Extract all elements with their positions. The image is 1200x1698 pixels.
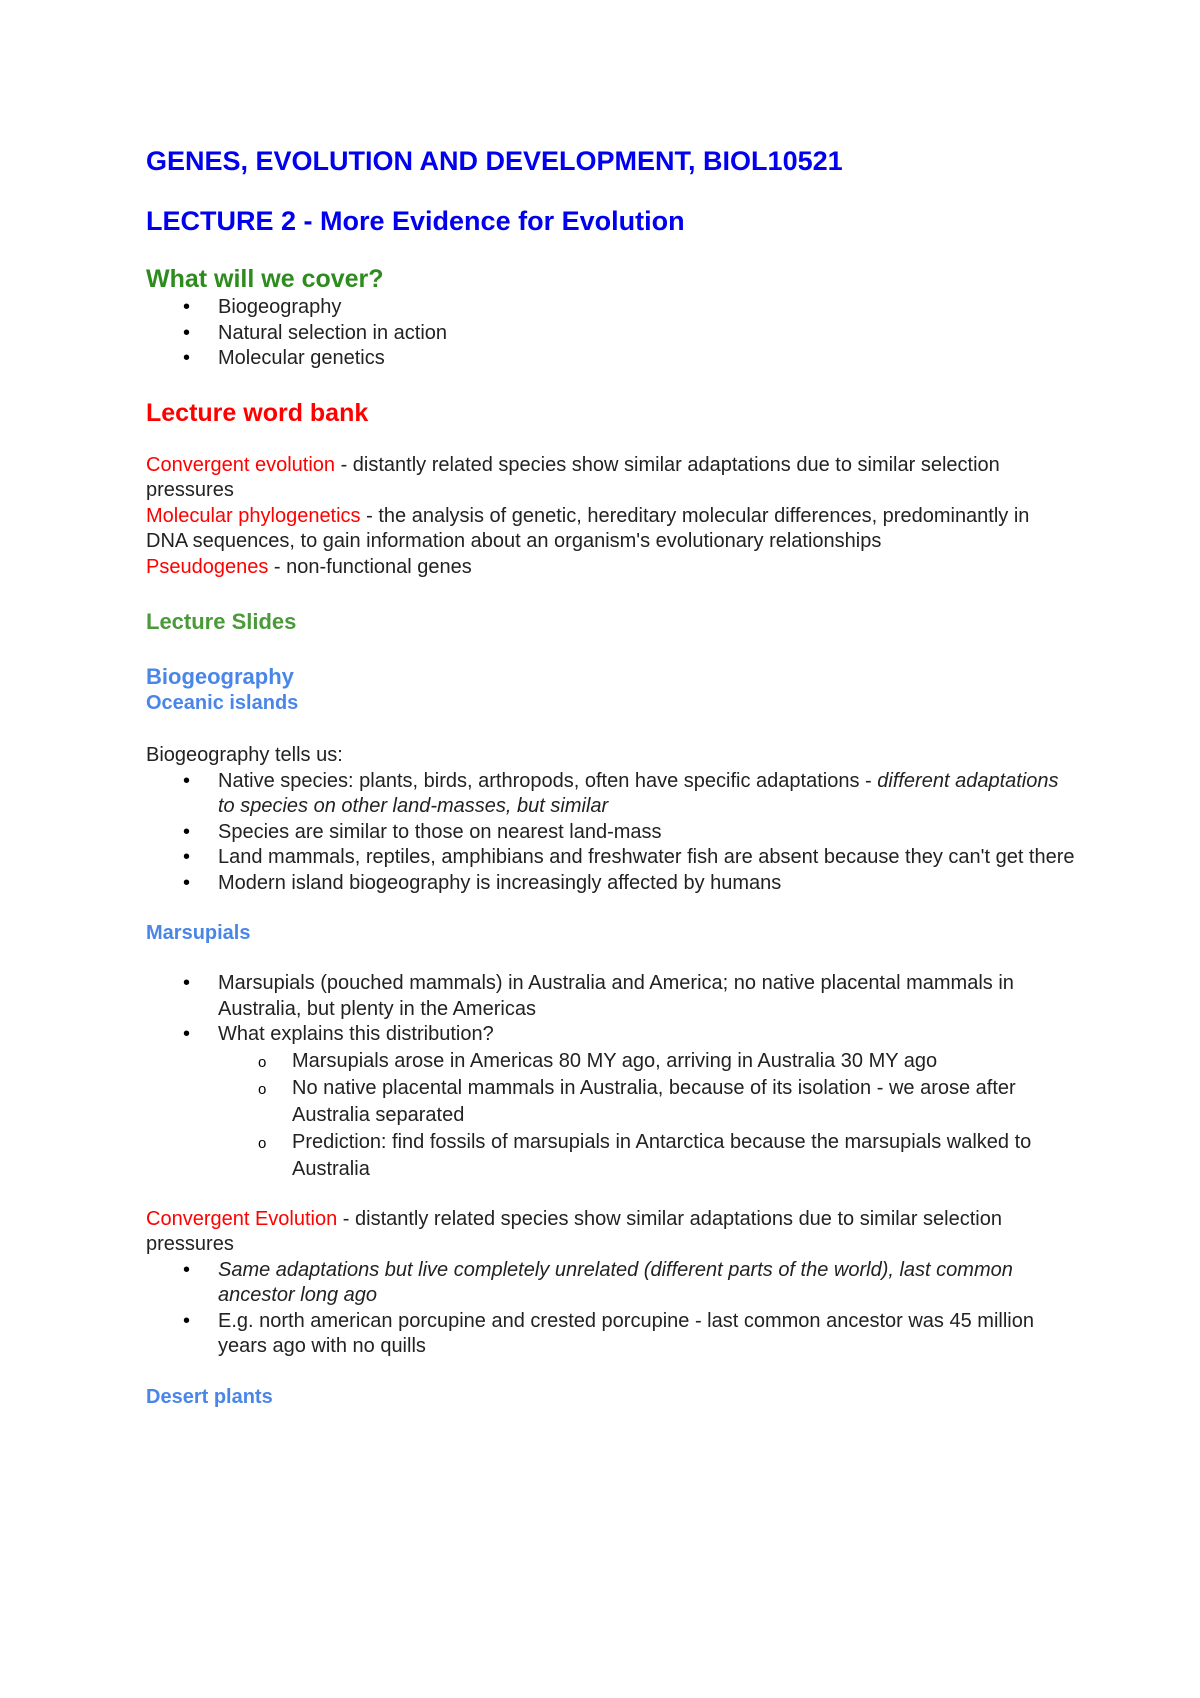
- definition: - distantly related species show similar adaptations due to similar selection pressures: [146, 1207, 1002, 1255]
- word-bank-entry: [146, 453, 1076, 504]
- list-item: • Marsupials (pouched mammals) in Australia and America; no native placental mammals in Australia, but plenty in the Americas: [146, 971, 1076, 1022]
- cover-list: [146, 295, 1076, 372]
- biogeography-list: [146, 769, 1076, 897]
- list-item: • E.g. north american porcupine and crested porcupine - last common ancestor was 45 million years ago with no quills: [146, 1309, 1076, 1360]
- list-item: • Land mammals, reptiles, amphibians and freshwater fish are absent because they can't get there: [146, 845, 1076, 871]
- list-item: • Biogeography: [146, 295, 1076, 321]
- term: Convergent evolution: [146, 453, 336, 476]
- word-bank-heading: Lecture word bank: [146, 398, 369, 427]
- list-item: • Modern island biogeography is increasingly affected by humans: [146, 871, 1076, 897]
- biogeography-intro: Biogeography tells us:: [146, 744, 343, 766]
- lecture-slides-heading: Lecture Slides: [146, 609, 297, 634]
- definition: - non-functional genes: [268, 555, 472, 578]
- word-bank-entry: [146, 555, 1076, 581]
- sub-list-item: o Marsupials arose in Americas 80 MY ago, arriving in Australia 30 MY ago: [146, 1048, 1076, 1075]
- lecture-title: LECTURE 2 - More Evidence for Evolution: [146, 206, 685, 236]
- sub-list-item: o Prediction: find fossils of marsupials in Antarctica because the marsupials walked to Australia: [146, 1129, 1076, 1183]
- list-item: • Molecular genetics: [146, 346, 1076, 372]
- desert-plants-heading: Desert plants: [146, 1385, 273, 1408]
- oceanic-islands-heading: Oceanic islands: [146, 692, 299, 714]
- term: Molecular phylogenetics: [146, 504, 361, 527]
- list-item-italic: Same adaptations but live completely unrelated (different parts of the world), last common ancestor long ago: [218, 1258, 1013, 1306]
- term: Pseudogenes: [146, 555, 269, 578]
- list-item: [146, 769, 1076, 820]
- list-item-italic: different adaptations to species on other land-masses, but similar: [218, 769, 1059, 817]
- document-content: [146, 145, 1076, 1411]
- marsupials-heading: Marsupials: [146, 922, 251, 944]
- marsupials-list: [146, 971, 1076, 1048]
- marsupials-sublist: [146, 1048, 1076, 1183]
- cover-heading: What will we cover?: [146, 265, 384, 293]
- biogeography-heading: Biogeography: [146, 664, 294, 689]
- list-item: [146, 1258, 1076, 1309]
- course-title: GENES, EVOLUTION AND DEVELOPMENT, BIOL10521: [146, 146, 843, 176]
- definition: - the analysis of genetic, hereditary molecular differences, predominantly in DNA sequences, to gain information about an organism's evolutionary relationships: [146, 504, 1030, 552]
- convergent-list: [146, 1258, 1076, 1360]
- list-item-text: Native species: plants, birds, arthropods, often have specific adaptations -: [218, 769, 878, 792]
- list-item: • Species are similar to those on nearest land-mass: [146, 820, 1076, 846]
- list-item: • What explains this distribution?: [146, 1022, 1076, 1048]
- convergent-evolution-entry: [146, 1207, 1076, 1258]
- sub-list-item: o No native placental mammals in Australia, because of its isolation - we arose after Australia separated: [146, 1075, 1076, 1129]
- term: Convergent Evolution: [146, 1207, 338, 1230]
- list-item: • Natural selection in action: [146, 321, 1076, 347]
- definition: - distantly related species show similar adaptations due to similar selection pressures: [146, 453, 1000, 501]
- word-bank-entry: [146, 504, 1076, 555]
